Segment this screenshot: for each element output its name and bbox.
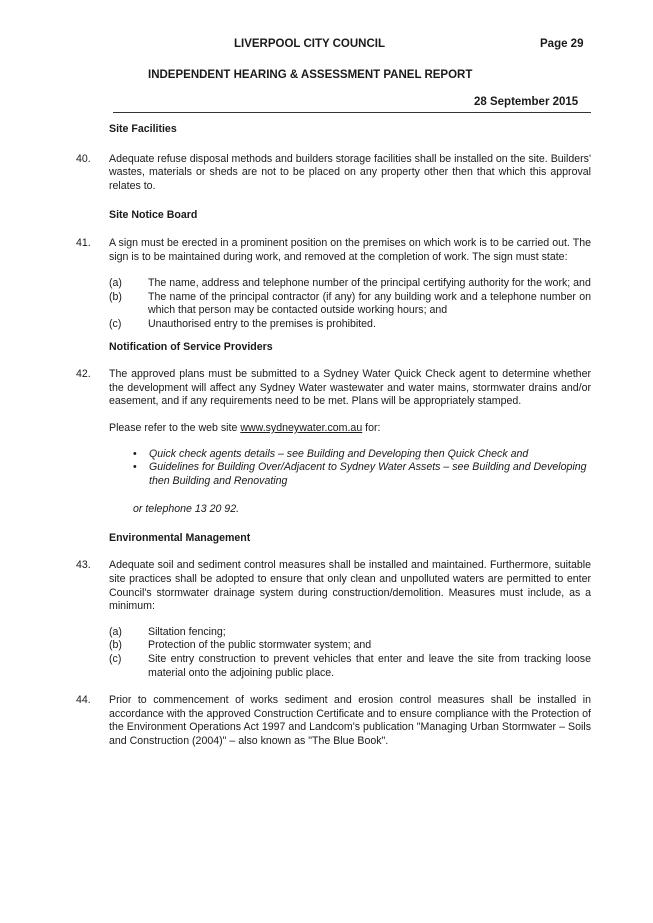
- heading-environmental-management: Environmental Management: [109, 531, 251, 544]
- refer-suffix: for:: [362, 421, 381, 434]
- clause-text: Prior to commencement of works sediment and erosion control measures shall be installed in accordance with the approved Construction Certificate and to ensure compliance with the Protection of the Environment Operations Act 1997 and Landcom's publication "Managing Urban Stormwater – Soils and Construction (2004)" – also known as "The Blue Book".: [109, 694, 591, 747]
- bullet-text: Quick check agents details – see Building and Developing then Quick Check and: [149, 447, 529, 460]
- subclause-label: (b): [109, 639, 122, 652]
- subclause-label: (a): [109, 625, 122, 638]
- clause-text: Adequate soil and sediment control measures shall be installed and maintained. Furthermore, suitable site practices shall be adopted to ensure that only clean and unpolluted waters are permitted to enter Council's stormwater drainage system during construction/demolition. Measures must include, as a minimum:: [109, 559, 591, 613]
- subclause-43c: [109, 653, 591, 680]
- subclause-text: Unauthorised entry to the premises is prohibited.: [148, 317, 376, 330]
- subclause-label: (a): [109, 277, 122, 290]
- subclause-41a: [109, 277, 591, 291]
- subclause-41b: [109, 291, 591, 318]
- council-name: LIVERPOOL CITY COUNCIL: [234, 38, 386, 50]
- clause-44: [76, 694, 591, 748]
- clause-number: 41.: [76, 236, 91, 249]
- bullet-item: [133, 448, 591, 462]
- report-title: INDEPENDENT HEARING & ASSESSMENT PANEL REPORT: [148, 69, 473, 81]
- clause-43: [76, 559, 591, 613]
- subclause-text: The name, address and telephone number of the principal certifying authority for the work; and: [148, 277, 591, 290]
- refer-paragraph: [109, 422, 591, 436]
- heading-service-providers: Notification of Service Providers: [109, 340, 273, 353]
- header-rule: [113, 112, 591, 113]
- heading-site-notice-board: Site Notice Board: [109, 209, 198, 222]
- clause-42: [76, 368, 591, 409]
- clause-text: Adequate refuse disposal methods and builders storage facilities shall be installed on the site. Builders' wastes, materials or sheds are not to be placed on any property other then that which this approval relates to.: [109, 152, 591, 192]
- subclause-label: (c): [109, 317, 122, 330]
- telephone-note: or telephone 13 20 92.: [133, 503, 240, 516]
- subclause-text: Site entry construction to prevent vehicles that enter and leave the site from tracking loose material onto the adjoining public place.: [148, 653, 591, 679]
- clause-text: The approved plans must be submitted to a Sydney Water Quick Check agent to determine whether the development will affect any Sydney Water wastewater and water mains, stormwater drains and/or easement, and if any requirements need to be met. Plans will be appropriately stamped.: [109, 368, 591, 408]
- clause-41: [76, 237, 591, 264]
- clause-40: [76, 153, 591, 194]
- page-number: Page 29: [540, 38, 584, 50]
- bullet-icon: •: [133, 447, 137, 460]
- subclause-text: The name of the principal contractor (if any) for any building work and a telephone number on which that person may be contacted outside working hours; and: [148, 290, 591, 317]
- bullet-item: [133, 461, 591, 488]
- subclause-label: (b): [109, 290, 122, 303]
- subclause-text: Siltation fencing;: [148, 625, 226, 638]
- sydney-water-link[interactable]: www.sydneywater.com.au: [240, 421, 363, 434]
- clause-number: 40.: [76, 152, 91, 165]
- subclause-41c: [109, 318, 591, 332]
- subclause-43a: [109, 626, 591, 640]
- subclause-label: (c): [109, 653, 122, 666]
- document-body: [76, 123, 591, 749]
- report-date: 28 September 2015: [474, 96, 579, 108]
- refer-text: Please refer to the web site: [109, 421, 241, 434]
- heading-site-facilities: Site Facilities: [109, 123, 177, 135]
- clause-number: 43.: [76, 559, 91, 572]
- clause-text: A sign must be erected in a prominent position on the premises on which work is to be carried out. The sign is to be maintained during work, and removed at the completion of work. The sign must state:: [109, 236, 591, 263]
- clause-number: 42.: [76, 368, 91, 381]
- subclause-text: Protection of the public stormwater system; and: [148, 639, 372, 652]
- bullet-text: Guidelines for Building Over/Adjacent to Sydney Water Assets – see Building and Developing then Building and Renovating: [149, 461, 587, 487]
- subclause-43b: [109, 639, 591, 653]
- bullet-icon: •: [133, 461, 137, 474]
- clause-number: 44.: [76, 694, 91, 707]
